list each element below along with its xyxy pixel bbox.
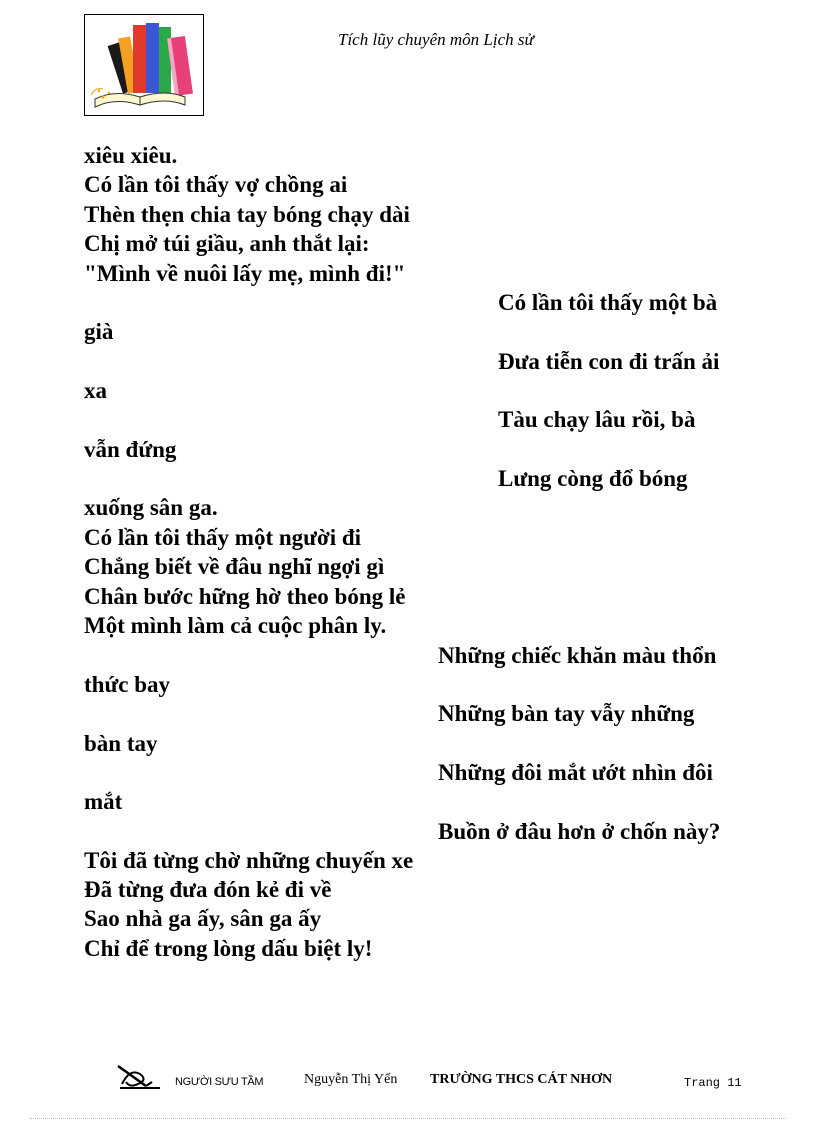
poem-line: Đã từng đưa đón kẻ đi về xyxy=(84,877,332,902)
poem-line: "Mình về nuôi lấy mẹ, mình đi!" xyxy=(84,261,406,286)
poem-line: già xyxy=(84,319,114,344)
poem-line: Chị mở túi giầu, anh thắt lại: xyxy=(84,231,370,256)
poem-line: xa xyxy=(84,378,107,403)
poem-line: Có lần tôi thấy vợ chồng ai xyxy=(84,172,348,197)
poem-line: Tàu chạy lâu rồi, bà xyxy=(498,407,696,432)
footer-school: TRƯỜNG THCS CÁT NHƠN xyxy=(430,1072,613,1087)
poem-line: Chân bước hững hờ theo bóng lẻ xyxy=(84,584,406,609)
poem-line: Chỉ để trong lòng dấu biệt ly! xyxy=(84,936,373,961)
footer-divider xyxy=(30,1118,786,1119)
poem-line: Tôi đã từng chờ những chuyến xe xyxy=(84,848,414,873)
poem-line: bàn tay xyxy=(84,731,158,756)
poem-line: Những bàn tay vẫy những xyxy=(438,701,695,726)
poem-line: Buồn ở đâu hơn ở chốn này? xyxy=(438,819,721,844)
page-header-title: Tích lũy chuyên môn Lịch sử xyxy=(338,30,534,49)
poem-line: Có lần tôi thấy một người đi xyxy=(84,525,362,550)
poem-line: xuống sân ga. xyxy=(84,495,218,520)
poem-line: Những đôi mắt ướt nhìn đôi xyxy=(438,760,713,785)
books-icon xyxy=(84,14,204,116)
poem-line: Những chiếc khăn màu thổn xyxy=(438,643,717,668)
poem-line: Thèn thẹn chia tay bóng chạy dài xyxy=(84,202,410,227)
poem-line: Lưng còng đổ bóng xyxy=(498,466,688,491)
poem-line: vẫn đứng xyxy=(84,437,177,462)
pen-signature-icon xyxy=(116,1062,162,1092)
poem-line: Sao nhà ga ấy, sân ga ấy xyxy=(84,906,322,931)
poem-line: Một mình làm cả cuộc phân ly. xyxy=(84,613,387,638)
poem-line: xiêu xiêu. xyxy=(84,143,178,168)
poem-line: mắt xyxy=(84,789,123,814)
poem-line: Đưa tiễn con đi trấn ải xyxy=(498,349,720,374)
page-number: Trang 11 xyxy=(684,1076,742,1090)
poem-line: Chẳng biết về đâu nghĩ ngợi gì xyxy=(84,554,385,579)
footer-collector-label: NGƯỜI SƯU TẦM xyxy=(175,1076,264,1088)
poem-line: Có lần tôi thấy một bà xyxy=(498,290,718,315)
footer-author: Nguyễn Thị Yến xyxy=(304,1072,398,1087)
poem-line: thức bay xyxy=(84,672,171,697)
